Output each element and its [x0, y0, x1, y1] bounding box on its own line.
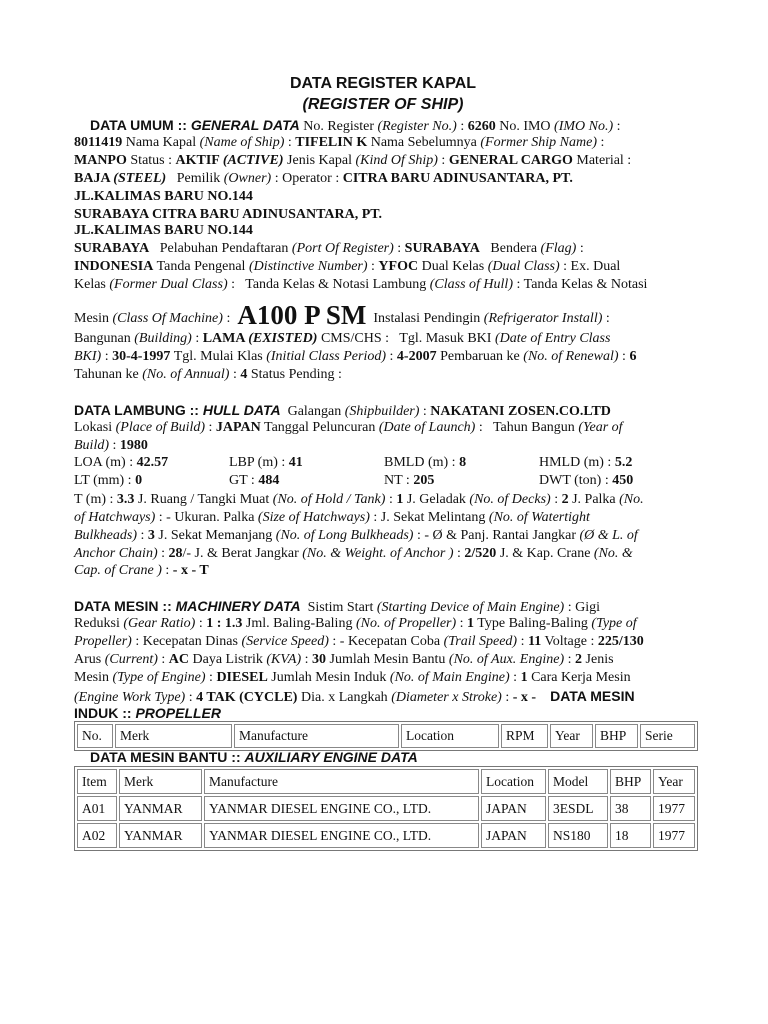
- aux-engine-heading: DATA MESIN BANTU :: AUXILIARY ENGINE DATA: [90, 749, 418, 765]
- table-cell: 18: [610, 823, 651, 848]
- hull-line-2: Lokasi (Place of Build) : JAPAN Tanggal Peluncuran (Date of Launch) : Tahun Bangun (Year of: [74, 420, 623, 435]
- table-cell: 3ESDL: [548, 796, 608, 821]
- nt-field: NT : 205: [384, 473, 435, 488]
- general-line-7: JL.KALIMAS BARU NO.144: [74, 223, 253, 238]
- table-header-cell: Manufacture: [234, 724, 399, 748]
- general-line-1: DATA UMUM :: GENERAL DATA No. Register (Register No.) : 6260 No. IMO (IMO No.) :: [90, 117, 621, 134]
- hull-line-8: Cap. of Crane ) : - x - T: [74, 563, 209, 578]
- hull-line-1: DATA LAMBUNG :: HULL DATA Galangan (Shipbuilder) : NAKATANI ZOSEN.CO.LTD: [74, 402, 611, 419]
- table-cell: NS180: [548, 823, 608, 848]
- general-line-4: BAJA (STEEL) Pemilik (Owner) : Operator : CITRA BARU ADINUSANTARA, PT.: [74, 171, 573, 186]
- machinery-line-1: DATA MESIN :: MACHINERY DATA Sistim Start (Starting Device of Main Engine) : Gigi: [74, 598, 601, 615]
- table-header-cell: No.: [77, 724, 113, 748]
- document-subtitle: (REGISTER OF SHIP): [302, 96, 464, 113]
- main-engine-heading: INDUK :: PROPELLER: [74, 705, 222, 721]
- table-cell: YANMAR: [119, 796, 202, 821]
- table-cell: YANMAR DIESEL ENGINE CO., LTD.: [204, 823, 479, 848]
- general-line-6: SURABAYA CITRA BARU ADINUSANTARA, PT.: [74, 207, 383, 222]
- hmld-field: HMLD (m) : 5.2: [539, 455, 633, 470]
- machine-class-notation: A100 P SM: [237, 300, 367, 330]
- table-row: [77, 823, 695, 848]
- general-line-11: Mesin (Class Of Machine) : A100 P SM Instalasi Pendingin (Refrigerator Install) :: [74, 300, 610, 330]
- table-row: [77, 796, 695, 821]
- table-header-cell: Item: [77, 769, 117, 794]
- lt-field: LT (mm) : 0: [74, 473, 143, 488]
- hull-data-heading: DATA LAMBUNG :: HULL DATA: [74, 402, 281, 418]
- document-title: DATA REGISTER KAPAL: [289, 75, 477, 92]
- main-engine-table: [74, 721, 698, 751]
- general-data-heading: DATA UMUM :: GENERAL DATA: [90, 117, 300, 133]
- gt-field: GT : 484: [229, 473, 280, 488]
- table-header-cell: Manufacture: [204, 769, 479, 794]
- table-header-cell: Serie: [640, 724, 695, 748]
- general-line-2: 8011419 Nama Kapal (Name of Ship) : TIFELIN K Nama Sebelumnya (Former Ship Name) :: [74, 135, 605, 150]
- general-line-8: SURABAYA Pelabuhan Pendaftaran (Port Of Register) : SURABAYA Bendera (Flag) :: [74, 241, 584, 256]
- aux-engine-table: [74, 766, 698, 851]
- general-line-5: JL.KALIMAS BARU NO.144: [74, 189, 253, 204]
- table-cell: 1977: [653, 796, 695, 821]
- general-line-13: BKI) : 30-4-1997 Tgl. Mulai Klas (Initial Class Period) : 4-2007 Pembaruan ke (No. of Renewal) : 6: [74, 349, 637, 364]
- hull-line-6: Bulkheads) : 3 J. Sekat Memanjang (No. of Long Bulkheads) : - Ø & Panj. Rantai Jangkar (Ø & L. of: [74, 528, 638, 543]
- hull-line-3: Build) : 1980: [74, 438, 148, 453]
- machinery-line-5: Mesin (Type of Engine) : DIESEL Jumlah Mesin Induk (No. of Main Engine) : 1 Cara Kerja Mesin: [74, 670, 631, 685]
- general-line-9: INDONESIA Tanda Pengenal (Distinctive Number) : YFOC Dual Kelas (Dual Class) : Ex. Dual: [74, 259, 621, 274]
- table-cell: A01: [77, 796, 117, 821]
- table-header-cell: Year: [653, 769, 695, 794]
- table-cell: YANMAR DIESEL ENGINE CO., LTD.: [204, 796, 479, 821]
- table-header-cell: Merk: [115, 724, 232, 748]
- general-line-3: MANPO Status : AKTIF (ACTIVE) Jenis Kapal (Kind Of Ship) : GENERAL CARGO Material :: [74, 153, 632, 168]
- table-cell: JAPAN: [481, 823, 546, 848]
- machinery-line-2: Reduksi (Gear Ratio) : 1 : 1.3 Jml. Baling-Baling (No. of Propeller) : 1 Type Baling-Baling (Type of: [74, 616, 637, 631]
- general-line-12: Bangunan (Building) : LAMA (EXISTED) CMS/CHS : Tgl. Masuk BKI (Date of Entry Class: [74, 331, 611, 346]
- table-header-cell: Merk: [119, 769, 202, 794]
- table-header-cell: Model: [548, 769, 608, 794]
- table-cell: A02: [77, 823, 117, 848]
- general-line-10: Kelas (Former Dual Class) : Tanda Kelas & Notasi Lambung (Class of Hull) : Tanda Kelas & Notasi: [74, 277, 648, 292]
- table-cell: JAPAN: [481, 796, 546, 821]
- table-header-cell: Location: [401, 724, 499, 748]
- machinery-line-3: Propeller) : Kecepatan Dinas (Service Speed) : - Kecepatan Coba (Trail Speed) : 11 Voltage : 225/130: [74, 634, 644, 649]
- hull-line-7: Anchor Chain) : 28/- J. & Berat Jangkar (No. & Weight. of Anchor ) : 2/520 J. & Kap. Crane (No. &: [74, 546, 633, 561]
- machinery-line-4: Arus (Current) : AC Daya Listrik (KVA) : 30 Jumlah Mesin Bantu (No. of Aux. Engine) : 2 Jenis: [74, 652, 614, 667]
- table-header-cell: Year: [550, 724, 593, 748]
- machinery-data-heading: DATA MESIN :: MACHINERY DATA: [74, 598, 301, 614]
- table-header-cell: Location: [481, 769, 546, 794]
- table-cell: 38: [610, 796, 651, 821]
- table-cell: YANMAR: [119, 823, 202, 848]
- main-engine-header-row: [77, 724, 695, 748]
- table-header-cell: RPM: [501, 724, 548, 748]
- hull-line-4: T (m) : 3.3 J. Ruang / Tangki Muat (No. of Hold / Tank) : 1 J. Geladak (No. of Decks) : 2 J. Palka (No.: [74, 492, 644, 507]
- table-header-cell: BHP: [610, 769, 651, 794]
- general-line-14: Tahunan ke (No. of Annual) : 4 Status Pending :: [74, 367, 342, 382]
- aux-engine-header-row: [77, 769, 695, 794]
- hull-line-5: of Hatchways) : - Ukuran. Palka (Size of Hatchways) : J. Sekat Melintang (No. of Watertight: [74, 510, 590, 525]
- dwt-field: DWT (ton) : 450: [539, 473, 634, 488]
- machinery-line-6: (Engine Work Type) : 4 TAK (CYCLE) Dia. x Langkah (Diameter x Stroke) : - x - DATA MESIN: [74, 688, 635, 705]
- table-cell: 1977: [653, 823, 695, 848]
- table-header-cell: BHP: [595, 724, 638, 748]
- lbp-field: LBP (m) : 41: [229, 455, 303, 470]
- loa-field: LOA (m) : 42.57: [74, 455, 169, 470]
- bmld-field: BMLD (m) : 8: [384, 455, 467, 470]
